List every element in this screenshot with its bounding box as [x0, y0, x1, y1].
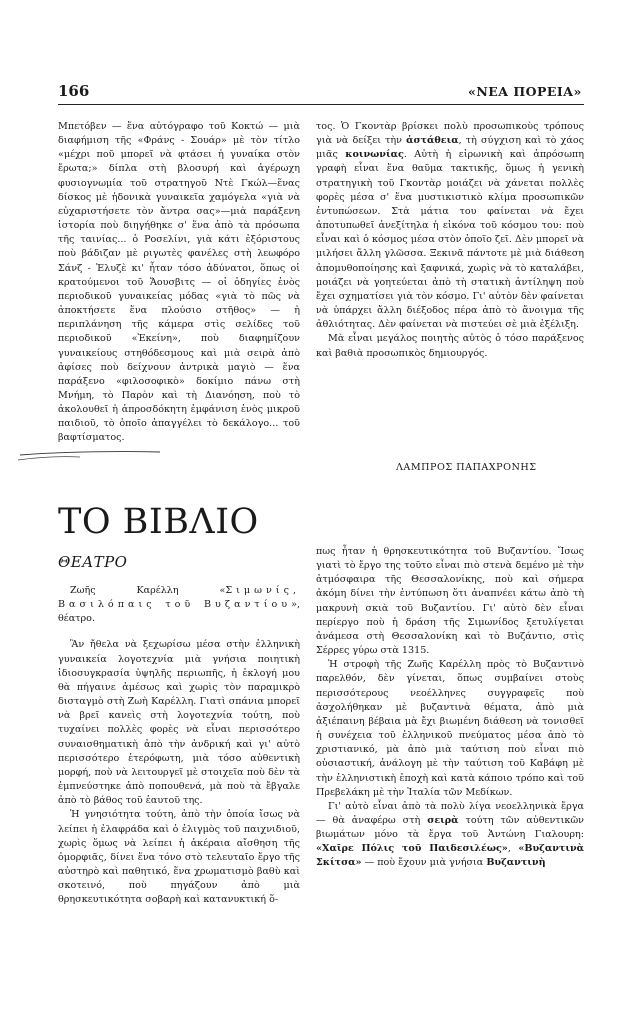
top-right-column: [316, 120, 584, 361]
paragraph: πως ἦταν ἡ θρησκευτικότητα τοῦ Βυζαντίου. Ἴσως γιατὶ τὸ ἔργο της τοῦτο εἶναι πιὸ στενὰ δεμένο μὲ τὴν ἀτμόσφαιρα τῆς Θεσσαλονίκης, ποὺ καὶ σήμερα ἀκόμη δίνει τὴν ἐντύπωση ὅτι ἀναπνέει κάτω ἀπὸ τὴ μακρυνὴ σκιὰ τοῦ Βυζαντίου. Γι' αὐτὸ δὲν εἶναι περίεργο ποὺ ἡ δράση τῆς Σιμωνίδος ξετυλίγεται ἀνάμεσα στὴ Θεσσαλονίκη καὶ τὸ Βυζάντιο, στὶς Σέρρες γύρω στὰ 1315.: [316, 546, 584, 657]
bottom-left-column: [58, 584, 300, 907]
book-reference: Ζωῆς Καρέλλη «Σιμωνίς, Βασιλόπαις τοῦ Βυζαντίου», θέατρο.: [58, 585, 300, 625]
section-subtitle: ΘΕΑΤΡΟ: [58, 553, 128, 571]
section-title: ΤΟ ΒΙΒΛΙΟ: [58, 502, 259, 542]
paragraph: Ἡ στροφὴ τῆς Ζωῆς Καρέλλη πρὸς τὸ Βυζαντινὸ παρελθόν, δὲν γίνεται, ὅπως συμβαίνει στοὺς περισσότερους νεοέλληνες συγγραφεῖς ποὺ ἀσχολήθηκαν μὲ βυζαντινὰ θέματα, ἀπὸ μιὰ ἀξιέπαινη βέβαια μὰ ἔχι βιωμένη διάθεση νὰ τονισθεῖ ἡ συνέχεια τοῦ ἑλληνικοῦ πνεύματος μέσα ἀπὸ τὸ χριστιανικό, μὰ ἀπὸ μιὰ ταύτιση ποὺ εἶναι πιὸ οὐσιαστική, ἀνάλογη μὲ τὴν ταύτιση τοῦ Καβάφη μὲ τὴν ἑλληνιστικὴ ἐποχὴ καὶ κατὰ κάποιο τρόπο καὶ τοῦ Πρεβελάκη μὲ τὴν Ἰταλία τῶν Μεδίκων.: [316, 659, 584, 798]
author-signature: ΛΑΜΠΡΟΣ ΠΑΠΑΧΡΟΝΗΣ: [396, 462, 537, 473]
journal-title: «ΝΕΑ ΠΟΡΕΙΑ»: [468, 84, 582, 99]
bottom-right-column: [316, 545, 584, 871]
paragraph: τος. Ὁ Γκοντὰρ βρίσκει πολὺ προσωπικοὺς τρόπους γιὰ νὰ δείξει τὴν ἀστάθεια, τὴ σύγχιση καὶ τὸ χάος μιᾶς κοινωνίας. Αὐτὴ ἡ εἰρωνικὴ καὶ ἀπρόσωπη γραφὴ εἶναι ἕνα θαῦμα τακτικῆς, ὅμως ἡ γενικὴ στρατηγικὴ τοῦ Γκοντὰρ μοιάζει νὰ χάνεται πολλὲς φορὲς μέσα σ' ἕνα μυστικιστικὸ κλίμα προσωπικῶν ἐντυπώσεων. Στὰ μάτια του φαίνεται νὰ ἔχει ἀποτυπωθεῖ ἀνεξίτηλα ἡ εἰκόνα τοῦ κόσμου του: ποὺ εἶναι καὶ ὁ κόσμος μέσα στὸν ὁποῖο ζεῖ. Δὲν μπορεῖ νὰ μιλήσει ἄλλη γλῶσσα. Ξεκινᾶ πάντοτε μὲ μιὰ διάθεση ἀπομυθοποίησης καὶ ξαφνικά, χωρὶς νὰ τὸ καταλάβει, μοιάζει νὰ γοητεύεται ἀπὸ τὴ στατικὴ ἀντίληψη ποὺ ἔχει σχηματίσει γιὰ τὸν κόσμο. Γι' αὐτὸν δὲν φαίνεται νὰ ὑπάρχει ἄλλη διέξοδος πέρα ἀπὸ τὸ ἄνοιγμα τῆς ἀθλιότητας. Δὲν φαίνεται νὰ πιστεύει σὲ μιὰ ἐξέλιξη.: [316, 121, 584, 331]
paragraph: Ἂν ἤθελα νὰ ξεχωρίσω μέσα στὴν ἑλληνικὴ γυναικεία λογοτεχνία μιὰ γνήσια ποιητικὴ ἰδιοσυγκρασία ὑψηλῆς περιωπῆς, ἡ ἐκλογή μου θὰ πήγαινε ἀμέσως καὶ χωρὶς τὸν παραμικρὸ δισταγμὸ στὴ Ζωὴ Καρέλλη. Γιατὶ σπάνια μπορεῖ νὰ βρεῖ κανεὶς στὴ λογοτεχνία τούτη, ποὺ τυχαίνει πολλὲς φορὲς νὰ εἶναι περισσότερο συναισθηματικὴ ἀπὸ τὴν ἀνδρική καὶ γι' αὐτὸ περισσότερο ἑτερόφωτη, μιὰ τόσο αὐθεντικὴ μορφή, ποὺ νὰ λειτουργεῖ μὲ στοιχεῖα ποὺ δὲν τὰ ἐμπνεύστηκε ἀπὸ ποπουθενά, μὰ ποὺ τὰ ἔβγαλε ἀπὸ τὸ βάθος τοῦ ἑαυτοῦ της.: [58, 639, 300, 807]
top-left-column: [58, 120, 300, 446]
paragraph: Μπετόβεν — ἕνα αὐτόγραφο τοῦ Κοκτώ — μιὰ διαφήμιση τῆς «Φράνς - Σουάρ» μὲ τὸν τίτλο «μέχρι ποῦ μπορεῖ νὰ φτάσει ἡ γυναίκα στὸν ἔρωτα;» δίπλα στὴ βλοσυρή καὶ ἀγέρωχη φυσιογνωμία τοῦ στρατηγοῦ Ντὲ Γκώλ—ἕνας δίσκος μὲ ἡδονικὰ γυναικεῖα χαμόγελα «γιὰ νὰ εὐχαριστήσετε τὸν ἄντρα σας»—μιὰ παράξενη ἱστορία ποὺ διηγήθηκε σ' ἕνα ἀπὸ τὰ πρόσωπα τῆς ταινίας... ὁ Ροσελίνι, γιὰ κάτι ἐξόριστους ποὺ βάδιζαν μὲ ριγωτὲς φανέλες στὴ λεωφόρο Σάνζ - Ἐλυζὲ κι' ἦταν τόσο ἀδύνατοι, ὅπως οἱ κρατούμενοι τοῦ Ἄουσβιτς — οἱ ὁδηγίες ἑνὸς περιοδικοῦ γυναικείας μόδας «γιὰ τὸ πῶς νὰ ἀποκτήσετε ἕνα πλούσιο στῆθος» — ἡ περιπλάνηση τῆς κάμερα στὶς σελίδες τοῦ περιοδικοῦ «Ἐκείνη», ποὺ διαφημίζουν γυναικείους στηθόδεσμους καὶ μιὰ σειρὰ ἀπὸ ἀφίσες ποὺ δείχνουν ἀντρικὰ μαγιὸ — ἕνα παράξενο «φιλοσοφικὸ» δοκίμιο πάνω στὴ Μνήμη, τὸ Παρὸν καὶ τὴ Διανόηση, ποὺ τὸ ἀκολουθεῖ ἡ ἀπροσδόκητη ἐμφάνιση ἑνὸς μικροῦ παιδιοῦ, τὸ ὁποῖο ἀπαγγέλει τὸ δεκάλογο... τοῦ βαφτίσματος.: [58, 121, 300, 444]
paragraph: Ἡ γνησιότητα τούτη, ἀπὸ τὴν ὁποία ἴσως νὰ λείπει ἡ ἐλαφράδα καὶ ὁ ἐλιγμὸς τοῦ παιχνιδιοῦ, χωρὶς ὅμως νὰ λείπει ἡ ἀκέραια αἴσθηση τῆς ὀμορφιᾶς, δίνει ἕνα τόνο στὸ τελευταῖο ἔργο τῆς αὐστηρὸ καὶ παθητικό, ἕνα χρωματισμὸ βαθὺ καὶ σκοτεινό, ποὺ πηγάζουν ἀπὸ μιὰ θρησκευτικότητα σοβαρὴ καὶ κατανυκτική ὅ-: [58, 809, 300, 906]
paragraph: Γι' αὐτὸ εἶναι ἀπὸ τὰ πολὺ λίγα νεοελληνικὰ ἔργα — θὰ ἀναφέρω στὴ σειρὰ τούτη τῶν αὐθεντικῶν βιωμάτων μόνο τὰ ἔργα τοῦ Ἀντώνη Γιαλουρη: «Χαῖρε Πόλις τοῦ Παιδεσιλέως», «Βυζαντινὰ Σκίτσα» — ποὺ ἔχουν μιὰ γνήσια Βυζαντινὴ: [316, 800, 584, 869]
paragraph: Μὰ εἶναι μεγάλος ποιητὴς αὐτὸς ὁ τόσο παράξενος καὶ βαθιὰ προσωπικὸς δημιουργός.: [316, 333, 584, 359]
spacer: [58, 626, 300, 638]
header-rule: [58, 104, 584, 105]
page-number: 166: [58, 82, 90, 100]
